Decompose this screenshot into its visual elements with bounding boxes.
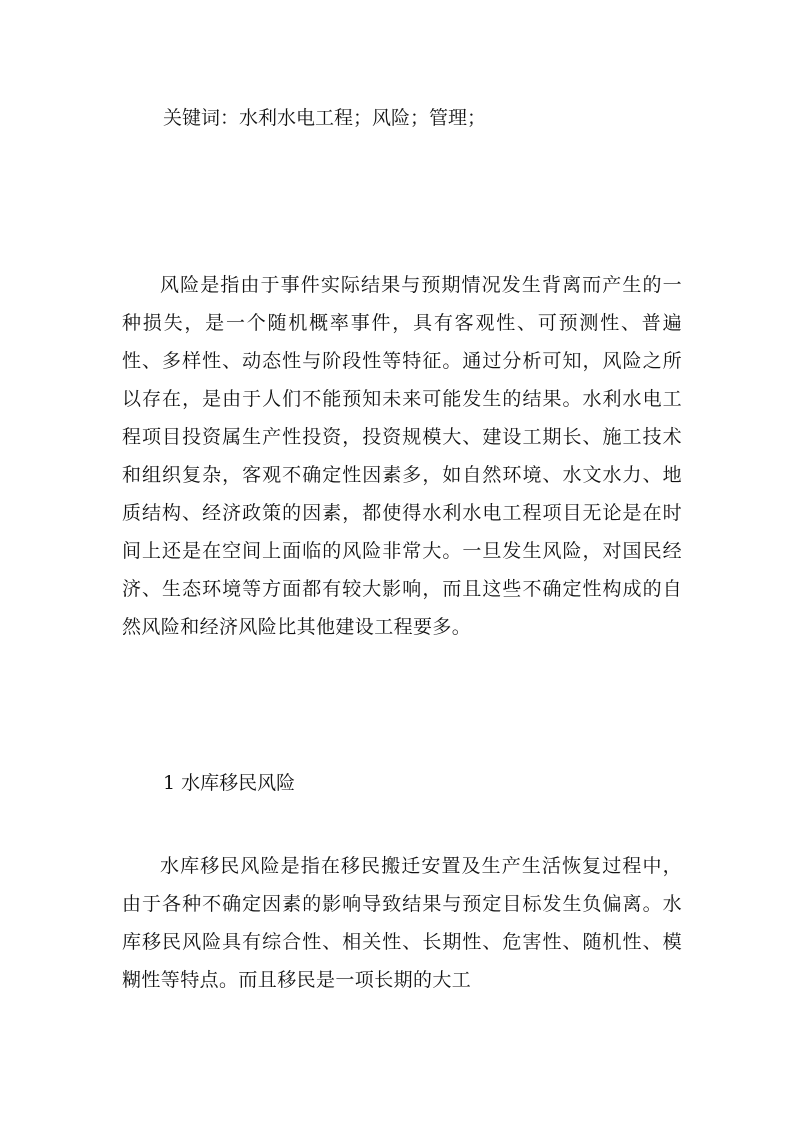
body-paragraph-1: 风险是指由于事件实际结果与预期情况发生背离而产生的一种损失，是一个随机概率事件，具有客观性、可预测性、普遍性、多样性、动态性与阶段性等特征。通过分析可知，风险之所以存在，是由于人们不能预知未来可能发生的结果。水利水电工程项目投资属生产性投资，投资规模大、建设工期长、施工技术和组织复杂，客观不确定性因素多，如自然环境、水文水力、地质结构、经济政策的因素，都使得水利水电工程项目无论是在时间上还是在空间上面临的风险非常大。一旦发生风险，对国民经济、生态环境等方面都有较大影响，而且这些不确定性构成的自然风险和经济风险比其他建设工程要多。	[122, 274, 682, 638]
keywords-line: 关键词：水利水电工程；风险；管理；	[163, 107, 487, 129]
body-paragraph-2: 水库移民风险是指在移民搬迁安置及生产生活恢复过程中，由于各种不确定因素的影响导致结果与预定目标发生负偏离。水库移民风险具有综合性、相关性、长期性、危害性、随机性、模糊性等特点。而且移民是一项长期的大工	[122, 855, 682, 991]
section-heading: 1 水库移民风险	[163, 772, 296, 794]
